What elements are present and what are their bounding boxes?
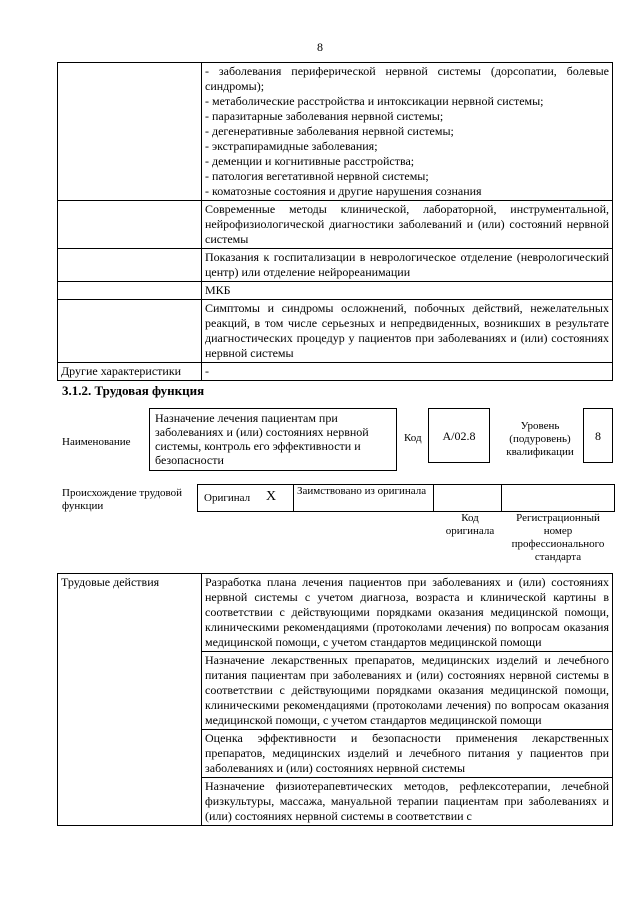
- name-label: Наименование: [62, 436, 131, 448]
- table-row: Показания к госпитализации в неврологическое отделение (неврологический центр) или отделение нейрореанимации: [202, 249, 613, 282]
- origin-label: Происхождение трудовой функции: [62, 487, 183, 512]
- empty-label-cell: [58, 249, 202, 282]
- empty-label-cell: [58, 63, 202, 201]
- code-original-cell: [434, 485, 502, 511]
- labor-actions-table: [57, 573, 613, 826]
- reg-number-cell: [502, 485, 614, 511]
- table-row: Разработка плана лечения пациентов при заболеваниях и (или) состояниях нервной системы с учетом диагноза, возраста и клинической картины в соответствии с действующими порядками оказания медицинской помощи, клиническими рекомендациями (протоколами лечения) по вопросам оказания медицинской помощи, с учетом стандартов медицинской помощи: [202, 574, 613, 652]
- disease-item: - патология вегетативной нервной системы;: [205, 169, 429, 183]
- disease-list-cell: [202, 63, 613, 201]
- code-value: А/02.8: [428, 408, 490, 463]
- borrowed-cell: [294, 485, 434, 511]
- table-row: Назначение лекарственных препаратов, медицинских изделий и лечебного питания пациентам при заболеваниях и (или) состояниях нервной системы в соответствии с действующими порядками оказания медицинской помощи, клиническими рекомендациями (протоколами лечения) по вопросам оказания медицинской помощи, с учетом стандартов медицинской помощи: [202, 652, 613, 730]
- original-cell: [198, 485, 294, 511]
- section-title: 3.1.2. Трудовая функция: [62, 383, 205, 398]
- origin-row: [197, 484, 615, 512]
- table-row: Современные методы клинической, лабораторной, инструментальной, нейрофизиологической диагностики заболеваний и (или) состояний нервной системы: [202, 201, 613, 249]
- original-label: Оригинал: [204, 492, 251, 504]
- empty-label-cell: [58, 300, 202, 363]
- other-characteristics-value: -: [202, 363, 613, 381]
- table-row: Назначение физиотерапевтических методов, рефлексотерапии, лечебной физкультуры, массажа, мануальной терапии пациентам при заболеваниях и (или) состояниях нервной системы в соответствии с: [202, 778, 613, 826]
- disease-item: - дегенеративные заболевания нервной системы;: [205, 124, 454, 138]
- reg-number-label: Регистрационный номер профессионального стандарта: [511, 512, 605, 563]
- table-row: Симптомы и синдромы осложнений, побочных действий, нежелательных реакций, в том числе серьезных и непредвиденных, возникших в результате диагностических процедур у пациентов при заболеваниях и (или) состояниях нервной системы: [202, 300, 613, 363]
- borrowed-label: Заимствовано из оригинала: [297, 485, 427, 497]
- disease-item: - деменции и когнитивные расстройства;: [205, 154, 415, 168]
- disease-item: - экстрапирамидные заболевания;: [205, 139, 378, 153]
- disease-item: - паразитарные заболевания нервной системы;: [205, 109, 444, 123]
- disease-item: - метаболические расстройства и интоксикации нервной системы;: [205, 94, 544, 108]
- original-mark: X: [266, 489, 277, 504]
- level-value: 8: [583, 408, 613, 463]
- disease-item: - коматозные состояния и другие нарушения сознания: [205, 184, 482, 198]
- code-label: Код: [404, 432, 422, 444]
- disease-item: - заболевания периферической нервной системы (дорсопатии, болевые синдромы);: [205, 64, 609, 93]
- function-name-box: Назначение лечения пациентам при заболеваниях и (или) состояниях нервной системы, контроль его эффективности и безопасности: [149, 408, 397, 471]
- empty-label-cell: [58, 282, 202, 300]
- table-row: Оценка эффективности и безопасности применения лекарственных препаратов, медицинских изделий и лечебного питания у пациентов при заболеваниях и (или) состояниях нервной системы: [202, 730, 613, 778]
- table-row: МКБ: [202, 282, 613, 300]
- level-label: Уровень (подуровень) квалификации: [506, 420, 574, 458]
- knowledge-table: [57, 62, 613, 381]
- other-characteristics-label: Другие характеристики: [58, 363, 202, 381]
- empty-label-cell: [58, 201, 202, 249]
- page-number: 8: [317, 40, 323, 54]
- code-original-label: Код оригинала: [445, 512, 495, 537]
- labor-actions-label: Трудовые действия: [58, 574, 202, 826]
